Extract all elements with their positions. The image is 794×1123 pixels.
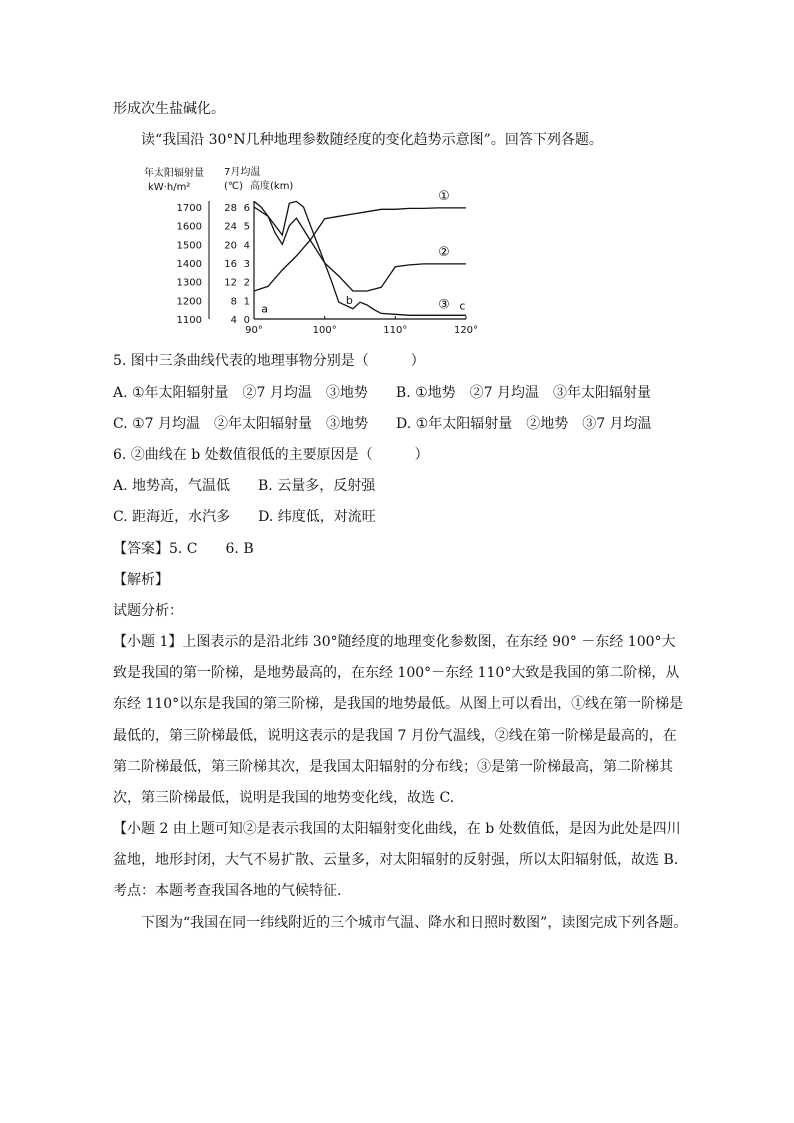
text-line: 形成次生盐碱化。 [113, 101, 225, 117]
answer-line: 【答案】5. C 6. B [113, 541, 254, 557]
text-line: C. 距海近，水汽多 D. 纬度低，对流旺 [113, 509, 376, 525]
text-line: 东经 110°以东是我国的第三阶梯，是我国的地势最低。从图上可以看出，①线在第一阶梯是 [113, 696, 684, 712]
radiation-axis-title: 年太阳辐射量 [144, 168, 204, 179]
radiation-tick-label: 1200 [176, 296, 202, 308]
text-line: 【小题 2 由上题可知②是表示我国的太阳辐射变化曲线，在 b 处数值低，是因为此处是四川 [113, 821, 681, 837]
radiation-axis-unit: kW·h/m² [148, 182, 191, 193]
elevation-tick-label: 2 [243, 277, 250, 289]
x-tick-label: 100° [312, 325, 337, 336]
temp-axis-unit: (℃) [224, 181, 244, 192]
x-tick-label: 120° [453, 325, 479, 336]
text-line: 5. 图中三条曲线代表的地理事物分别是（ ） [113, 353, 425, 369]
x-tick-label: 110° [383, 325, 408, 336]
text-line: C. ①7 月均温 ②年太阳辐射量 ③地势 D. ①年太阳辐射量 ②地势 ③7 月均温 [113, 416, 652, 432]
radiation-tick-label: 1600 [176, 221, 202, 233]
text-line: 盆地，地形封闭，大气不易扩散、云量多，对太阳辐射的反射强，所以太阳辐射低，故选 B. [113, 852, 679, 868]
text-line: 下图为“我国在同一纬线附近的三个城市气温、降水和日照时数图”，读图完成下列各题。 [141, 915, 688, 931]
x-tick-label: 90° [245, 325, 263, 336]
radiation-tick-label: 1100 [176, 315, 202, 326]
temp-tick-label: 8 [230, 296, 237, 308]
series-label-2: ② [438, 244, 450, 260]
longitude-profile-chart [140, 163, 480, 343]
elevation-tick-label: 4 [243, 240, 250, 252]
elevation-tick-label: 6 [243, 203, 250, 214]
temp-tick-label: 24 [224, 221, 237, 233]
series-line-2 [254, 201, 466, 291]
temp-tick-label: 4 [230, 315, 237, 326]
elevation-tick-label: 0 [243, 315, 250, 326]
temp-axis-title: 7月均温 [224, 167, 261, 178]
series-line-3 [254, 201, 466, 315]
radiation-tick-label: 1300 [176, 277, 202, 289]
radiation-tick-label: 1700 [176, 203, 202, 214]
temp-tick-label: 28 [224, 203, 237, 214]
temp-tick-label: 20 [224, 240, 237, 252]
series-label-1: ① [438, 188, 450, 204]
text-line: 试题分析： [113, 603, 183, 619]
text-line: 考点：本题考查我国各地的气候特征. [113, 883, 342, 899]
text-line: 最低的，第三阶梯最低，说明这表示的是我国 7 月份气温线，②线在第一阶梯是最高的，在 [113, 728, 677, 744]
elevation-axis-title: 高度(km) [250, 181, 294, 192]
text-line: 【小题 1】上图表示的是沿北纬 30°随经度的地理变化参数图，在东经 90° －东经 100°大 [113, 634, 676, 650]
point-label: c [459, 299, 466, 313]
analysis-heading: 【解析】 [113, 572, 169, 588]
radiation-tick-label: 1400 [176, 259, 202, 270]
elevation-tick-label: 1 [243, 296, 250, 308]
text-line: 6. ②曲线在 b 处数值很低的主要原因是（ ） [113, 447, 429, 463]
text-line: A. 地势高，气温低 B. 云量多，反射强 [113, 478, 376, 494]
text-line: 致是我国的第一阶梯，是地势最高的，在东经 100°－东经 110°大致是我国的第二阶梯，从 [113, 665, 680, 681]
temp-tick-label: 16 [224, 259, 237, 270]
series-label-3: ③ [438, 297, 450, 313]
text-line: 第二阶梯最低，第三阶梯其次，是我国太阳辐射的分布线；③是第一阶梯最高，第二阶梯其 [113, 759, 673, 775]
chart-svg [140, 163, 480, 343]
text-line: 次，第三阶梯最低，说明是我国的地势变化线，故选 C. [113, 790, 455, 806]
text-line: 读“我国沿 30°N几种地理参数随经度的变化趋势示意图”。回答下列各题。 [141, 132, 603, 148]
point-label: b [345, 293, 353, 307]
point-label: a [261, 302, 268, 316]
elevation-tick-label: 5 [243, 221, 250, 233]
elevation-tick-label: 3 [243, 259, 250, 270]
text-line: A. ①年太阳辐射量 ②7 月均温 ③地势 B. ①地势 ②7 月均温 ③年太阳辐射量 [113, 385, 652, 401]
radiation-tick-label: 1500 [176, 240, 202, 252]
temp-tick-label: 12 [224, 277, 237, 289]
